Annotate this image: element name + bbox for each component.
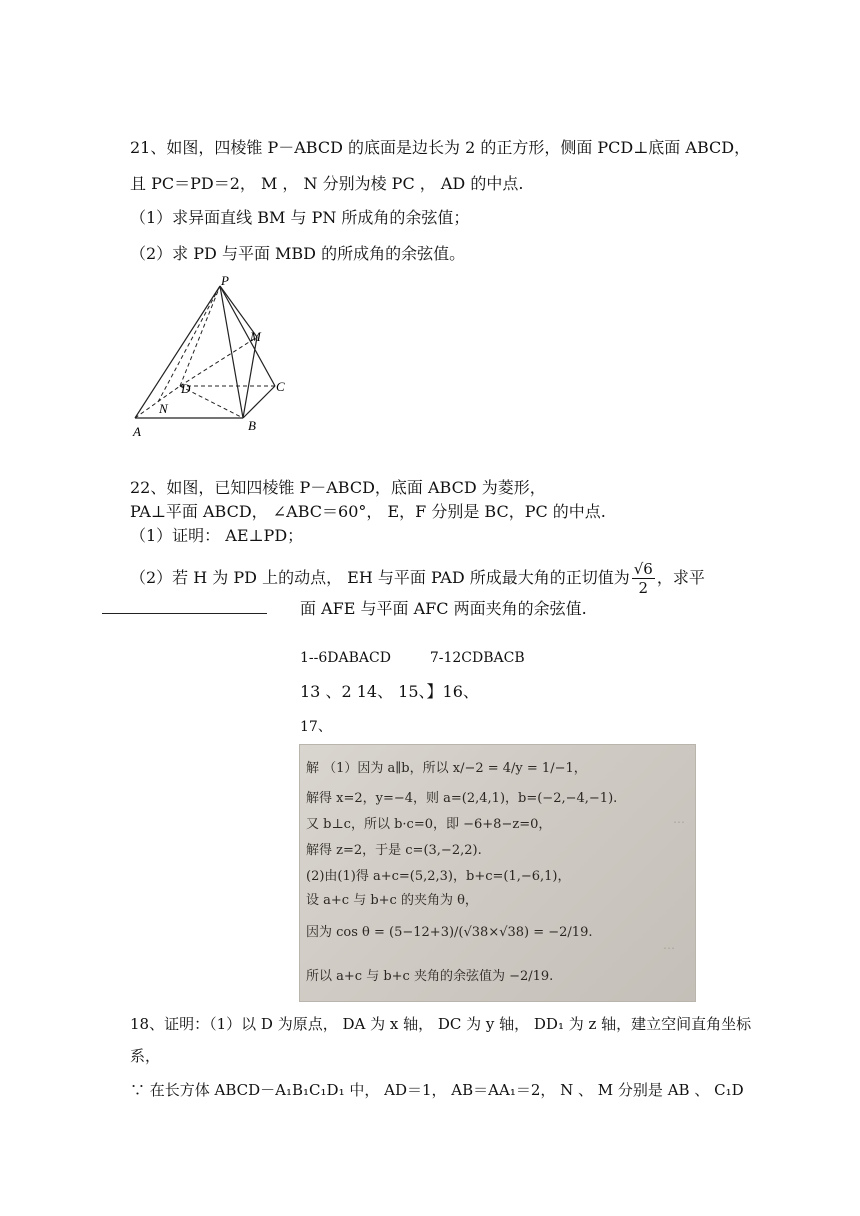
q22-line2: PA⊥平面 ABCD， ∠ABC＝60°， E，F 分别是 BC，PC 的中点.	[130, 502, 606, 521]
answer-1-6: 1--6DABACD	[300, 650, 391, 666]
q18-line2: 系，	[130, 1047, 161, 1065]
photo-line-3: 又 b⊥c，所以 b·c=0，即 −6+8−z=0，	[306, 817, 552, 832]
q21-part1: （1）求异面直线 BM 与 PN 所成角的余弦值；	[130, 208, 470, 227]
q22-fraction	[632, 560, 655, 597]
photo-line-7: 因为 cos θ = (5−12+3)/(√38×√38) = −2/19.	[306, 925, 593, 940]
label-P: P	[221, 273, 229, 288]
q22-fraction-num: √6	[633, 560, 653, 578]
q22-part2	[130, 560, 705, 597]
answer-7-12: 7-12CDBACB	[429, 650, 525, 666]
q22-fraction-den: 2	[638, 579, 649, 597]
photo-line-4: 解得 z=2，于是 c=(3,−2,2).	[306, 843, 482, 858]
divider-line	[102, 613, 267, 614]
q21-line2: 且 PC＝PD＝2， M ， N 分别为棱 PC ， AD 的中点.	[130, 174, 524, 193]
q22-part2-text-a: （2）若 H 为 PD 上的动点， EH 与平面 PAD 所成最大角的正切值为	[130, 568, 630, 587]
photo-line-1: 解 （1）因为 a∥b，所以 x/−2 = 4/y = 1/−1，	[306, 761, 587, 776]
photo-line-6: 设 a+c 与 b+c 的夹角为 θ，	[306, 893, 478, 908]
photo-line-8: 所以 a+c 与 b+c 夹角的余弦值为 −2/19.	[306, 969, 554, 984]
answer-row-3: 17、	[300, 719, 332, 735]
photo-line-5: (2)由(1)得 a+c=(5,2,3)，b+c=(1,−6,1)，	[306, 869, 571, 884]
q21-part2: （2）求 PD 与平面 MBD 的所成角的余弦值。	[130, 244, 466, 263]
q22-line1: 22、如图，已知四棱锥 P－ABCD，底面 ABCD 为菱形，	[130, 478, 546, 497]
pyramid-figure	[125, 270, 300, 445]
q22-part2-text-b: ，求平	[656, 568, 705, 587]
answer-row-2: 13 、2 14、 15、】16、	[300, 682, 479, 701]
solution-17-photo: ⋯ ⋯ 解 （1）因为 a∥b，所以 x/−2 = 4/y = 1/−1， 解得 x=2，y=−4，则 a=(2,4,1)，b=(−2,−4,−1). 又 b⊥c，所以 b·c=0，即 −6+8−z=0， 解得 z=2，于是 c=(3,−2,2). (2)由(1)得 a+c=(5,2,3)，b+c=(1,−6,1)， 设 a+c 与 b+c 的夹角为 θ， 因为 cos θ = (5−12+3)/(√38×√38) = −2/19. 所以 a+c 与 b+c 夹角的余弦值为 −2/19.	[299, 744, 696, 1002]
label-M: M	[250, 329, 261, 344]
label-C: C	[276, 379, 285, 394]
q21-line1: 21、如图，四棱锥 P－ABCD 的底面是边长为 2 的正方形，侧面 PCD⊥底面 ABCD，	[130, 138, 751, 157]
label-A: A	[133, 424, 141, 439]
q18-line3: ∵ 在长方体 ABCD－A₁B₁C₁D₁ 中， AD＝1， AB＝AA₁＝2， N 、 M 分别是 AB 、 C₁D	[130, 1081, 744, 1099]
label-D: D	[181, 381, 191, 396]
label-N: N	[159, 401, 168, 416]
q22-part2-cont: 面 AFE 与平面 AFC 两面夹角的余弦值.	[300, 599, 587, 618]
q22-part1: （1）证明： AE⊥PD；	[130, 526, 304, 545]
photo-line-2: 解得 x=2，y=−4，则 a=(2,4,1)，b=(−2,−4,−1).	[306, 791, 618, 806]
answer-row-1	[300, 650, 525, 666]
label-B: B	[248, 418, 256, 433]
q18-line1: 18、证明：（1）以 D 为原点， DA 为 x 轴， DC 为 y 轴， DD₁ 为 z 轴，建立空间直角坐标	[130, 1015, 752, 1033]
